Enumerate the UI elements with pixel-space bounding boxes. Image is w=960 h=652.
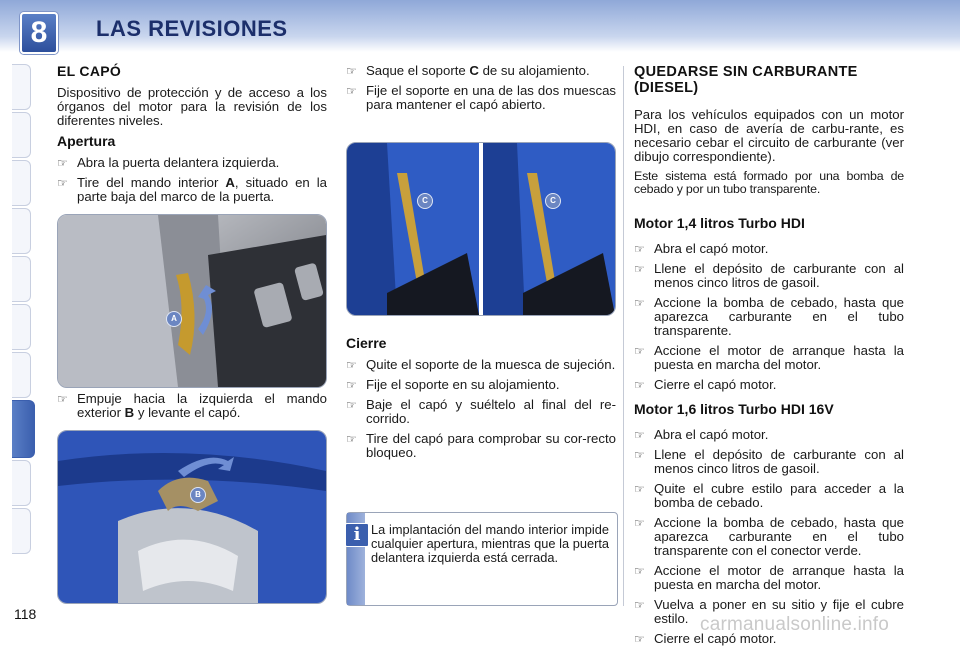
pointing-hand-icon: ☞ [634,242,645,256]
chapter-tab[interactable] [12,304,31,350]
cierre-list [346,358,616,460]
intro-text: Para los vehículos equipados con un motor HDI, en caso de avería de carbu-rante, es necesario cebar el circuito de carburante (ver dibujo correspondiente). [634,107,904,164]
list-item: ☞ Llene el depósito de carburante con al menos cinco litros de gasoil. [634,261,904,290]
chapter-tab[interactable] [12,508,31,554]
pointing-hand-icon: ☞ [57,156,68,170]
list-item: ☞ Quite el cubre estilo para acceder a la bomba de cebado. [634,481,904,510]
list-item: ☞ Quite el soporte de la muesca de sujeción. [346,357,616,372]
support-list [346,64,616,112]
info-icon: i [345,523,369,547]
pointing-hand-icon: ☞ [57,392,68,406]
list-item: ☞ Cierre el capó motor. [634,631,777,646]
pointing-hand-icon: ☞ [346,378,357,392]
list-item: ☞ Accione el motor de arranque hasta la puesta en marcha del motor. [634,343,904,372]
list-item: ☞ Fije el soporte en una de las dos muescas para mantener el capó abierto. [346,83,616,112]
right-column [634,64,904,652]
motor-14-list [634,242,904,392]
subsection-title-cierre: Cierre [346,335,387,351]
pointing-hand-icon: ☞ [346,398,357,412]
chapter-tab-active[interactable] [12,400,35,458]
page-number: 118 [14,606,37,622]
section-title-carburante: QUEDARSE SIN CARBURANTE (DIESEL) [634,64,858,96]
pointing-hand-icon: ☞ [57,176,68,190]
pointing-hand-icon: ☞ [346,64,357,78]
list-item: ☞ Tire del capó para comprobar su cor-recto bloqueo. [346,431,616,460]
label-b: B [190,487,206,503]
list-item: ☞ Accione la bomba de cebado, hasta que aparezca carburante en el tubo transparente. [634,295,904,338]
pointing-hand-icon: ☞ [634,598,645,612]
figure-hood-support [346,142,616,316]
pointing-hand-icon: ☞ [346,432,357,446]
pointing-hand-icon: ☞ [634,632,645,646]
chapter-tab[interactable] [12,256,31,302]
info-box [346,512,618,606]
column-divider [623,66,624,606]
list-item: ☞ Fije el soporte en su alojamiento. [346,377,560,392]
exterior-release-illustration [58,431,326,603]
subsection-title-motor-14: Motor 1,4 litros Turbo HDI [634,215,805,231]
exterior-release-list [57,392,327,420]
figure-exterior-release [57,430,327,604]
section-title-capo: EL CAPÓ [57,63,122,79]
left-bottom-text [57,392,327,426]
list-item: ☞ Abra la puerta delantera izquierda. [57,155,280,170]
page-header [0,0,960,52]
subsection-title-apertura: Apertura [57,133,116,149]
pointing-hand-icon: ☞ [634,482,645,496]
intro-text: Dispositivo de protección y de acceso a los órganos del motor para la revisión de los diferentes niveles. [57,85,327,128]
pointing-hand-icon: ☞ [634,262,645,276]
interior-release-illustration [58,215,326,387]
chapter-tab[interactable] [12,112,31,158]
list-item: ☞ Vuelva a poner en su sitio y fije el cubre estilo. [634,597,904,626]
pointing-hand-icon: ☞ [346,358,357,372]
list-item: ☞ Llene el depósito de carburante con al menos cinco litros de gasoil. [634,447,904,476]
list-item: ☞ Accione la bomba de cebado, hasta que aparezca carburante en el tubo transparente con el conector verde. [634,515,904,558]
label-c-right: C [545,193,561,209]
figure-interior-release [57,214,327,388]
pointing-hand-icon: ☞ [634,344,645,358]
middle-column-cierre [346,332,616,466]
pointing-hand-icon: ☞ [346,84,357,98]
chapter-tab[interactable] [12,460,31,506]
label-a: A [166,311,182,327]
chapter-tabs [12,64,32,556]
middle-column-top [346,64,616,118]
left-column [57,64,327,210]
page-title: LAS REVISIONES [96,16,288,41]
pointing-hand-icon: ☞ [634,564,645,578]
list-item: ☞ Saque el soporte C de su alojamiento. [346,63,590,78]
apertura-list [57,156,327,204]
list-item: ☞ Abra el capó motor. [634,427,769,442]
chapter-tab[interactable] [12,208,31,254]
list-item: ☞ Cierre el capó motor. [634,377,777,392]
pointing-hand-icon: ☞ [634,448,645,462]
intro-text-2: Este sistema está formado por una bomba de cebado y por un tubo transparente. [634,169,904,196]
pointing-hand-icon: ☞ [634,428,645,442]
pointing-hand-icon: ☞ [634,516,645,530]
list-item: ☞ Baje el capó y suéltelo al final del re-corrido. [346,397,616,426]
label-c-left: C [417,193,433,209]
pointing-hand-icon: ☞ [634,378,645,392]
hood-support-illustration [347,143,615,315]
list-item: ☞ Accione el motor de arranque hasta la puesta en marcha del motor. [634,563,904,592]
chapter-tab[interactable] [12,64,31,110]
list-item: ☞ Empuje hacia la izquierda el mando exterior B y levante el capó. [57,391,327,420]
info-text: La implantación del mando interior impide cualquier apertura, mientras que la puerta delantera izquierda está cerrada. [371,522,609,565]
list-item: ☞ Tire del mando interior A, situado en la parte baja del marco de la puerta. [57,175,327,204]
chapter-badge: 8 [20,12,58,54]
chapter-tab[interactable] [12,352,31,398]
watermark: carmanualsonline.info [700,614,890,635]
pointing-hand-icon: ☞ [634,296,645,310]
chapter-tab[interactable] [12,160,31,206]
list-item: ☞ Abra el capó motor. [634,241,769,256]
subsection-title-motor-16: Motor 1,6 litros Turbo HDI 16V [634,401,834,417]
